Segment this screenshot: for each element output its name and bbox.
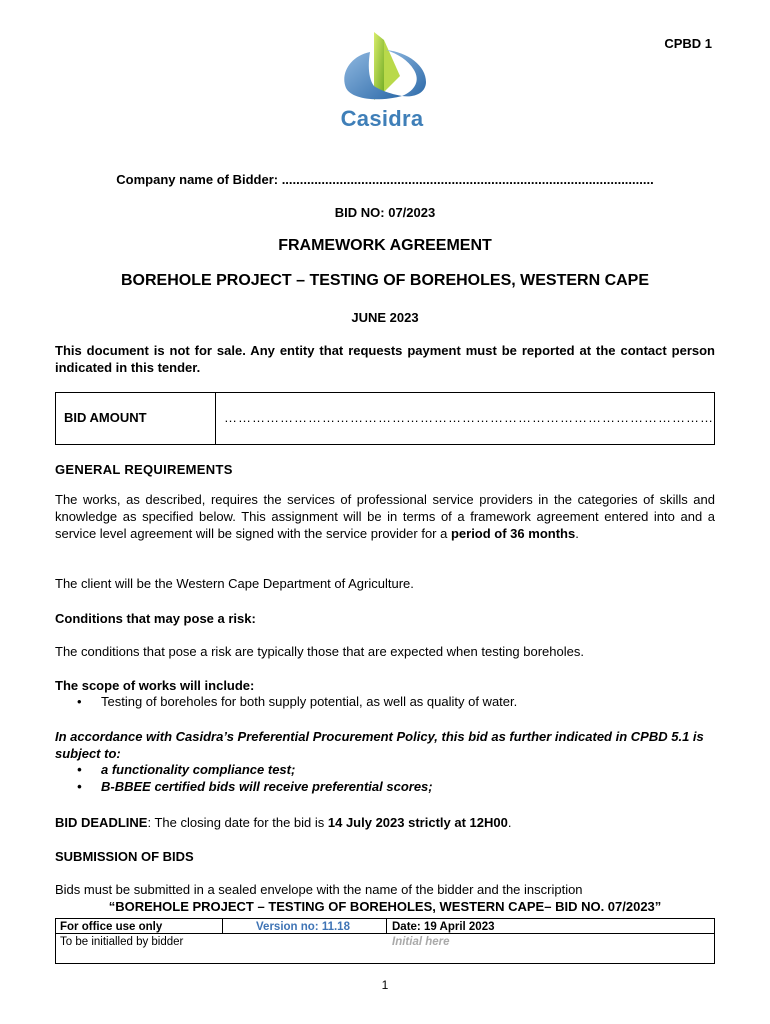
bullet-icon: • — [77, 762, 82, 777]
initialled-label: To be initialled by bidder — [60, 936, 184, 948]
document-code: CPBD 1 — [664, 36, 712, 51]
office-use-label: For office use only — [60, 921, 163, 933]
submission-paragraph: Bids must be submitted in a sealed envelope with the name of the bidder and the inscription — [55, 882, 583, 897]
logo-graphic — [330, 30, 434, 104]
bid-deadline — [55, 814, 715, 831]
company-name-field: Company name of Bidder: ....................................................................................................... — [116, 172, 654, 187]
conditions-heading: Conditions that may pose a risk: — [55, 611, 256, 626]
scope-heading: The scope of works will include: — [55, 678, 255, 693]
footer-divider — [386, 919, 387, 933]
deadline-label: BID DEADLINE — [55, 815, 148, 830]
document-title: FRAMEWORK AGREEMENT — [278, 237, 492, 254]
works-paragraph — [55, 491, 715, 542]
document-date: JUNE 2023 — [351, 310, 419, 325]
list-item — [77, 779, 433, 794]
footer-date: Date: 19 April 2023 — [392, 921, 495, 933]
casidra-logo — [330, 30, 434, 132]
sale-notice: This document is not for sale. Any entity that requests payment must be reported at the contact person indicated in this tender. — [55, 343, 715, 375]
footer-divider — [222, 919, 223, 933]
bid-number: BID NO: 07/2023 — [334, 205, 436, 220]
deadline-end: . — [507, 815, 512, 830]
bid-amount-box — [55, 392, 715, 445]
deadline-date: 14 July 2023 strictly at 12H00 — [327, 815, 508, 830]
logo-wordmark: Casidra — [340, 106, 424, 131]
submission-inscription: “BOREHOLE PROJECT – TESTING OF BOREHOLES, WESTERN CAPE– BID NO. 07/2023” — [108, 899, 662, 914]
footer-divider — [56, 933, 714, 934]
policy-item: B-BBEE certified bids will receive preferential scores; — [101, 779, 433, 794]
footer-table — [55, 918, 715, 964]
works-text: The works, as described, requires the services of professional service providers in the categories of skills and knowledge as specified below. This assignment will be in terms of a framework agreement entered into and a service level agreement will be signed with the service provider for a — [55, 492, 715, 541]
list-item — [77, 762, 295, 777]
conditions-paragraph: The conditions that pose a risk are typically those that are expected when testing boreholes. — [55, 644, 584, 659]
contract-period: period of 36 months — [450, 526, 576, 541]
works-text-end: . — [575, 526, 579, 541]
deadline-text: : The closing date for the bid is — [147, 815, 328, 830]
project-title: BOREHOLE PROJECT – TESTING OF BOREHOLES, WESTERN CAPE — [120, 272, 650, 289]
scope-item: Testing of boreholes for both supply potential, as well as quality of water. — [101, 694, 518, 709]
list-item — [77, 694, 517, 709]
bullet-icon: • — [77, 694, 82, 709]
initial-here-field[interactable]: Initial here — [392, 936, 450, 948]
bullet-icon: • — [77, 779, 82, 794]
page-number: 1 — [381, 978, 389, 992]
bid-amount-label: BID AMOUNT — [56, 393, 216, 444]
submission-heading: SUBMISSION OF BIDS — [55, 849, 194, 864]
client-paragraph: The client will be the Western Cape Department of Agriculture. — [55, 576, 414, 591]
bid-amount-value: …………………………………………………………………………………………… — [224, 410, 714, 425]
general-requirements-heading: GENERAL REQUIREMENTS — [55, 462, 233, 477]
version-number: Version no: 11.18 — [256, 921, 350, 933]
policy-paragraph: In accordance with Casidra’s Preferential Procurement Policy, this bid as further indicated in CPBD 5.1 is subject to: — [55, 729, 704, 761]
policy-item: a functionality compliance test; — [101, 762, 296, 777]
